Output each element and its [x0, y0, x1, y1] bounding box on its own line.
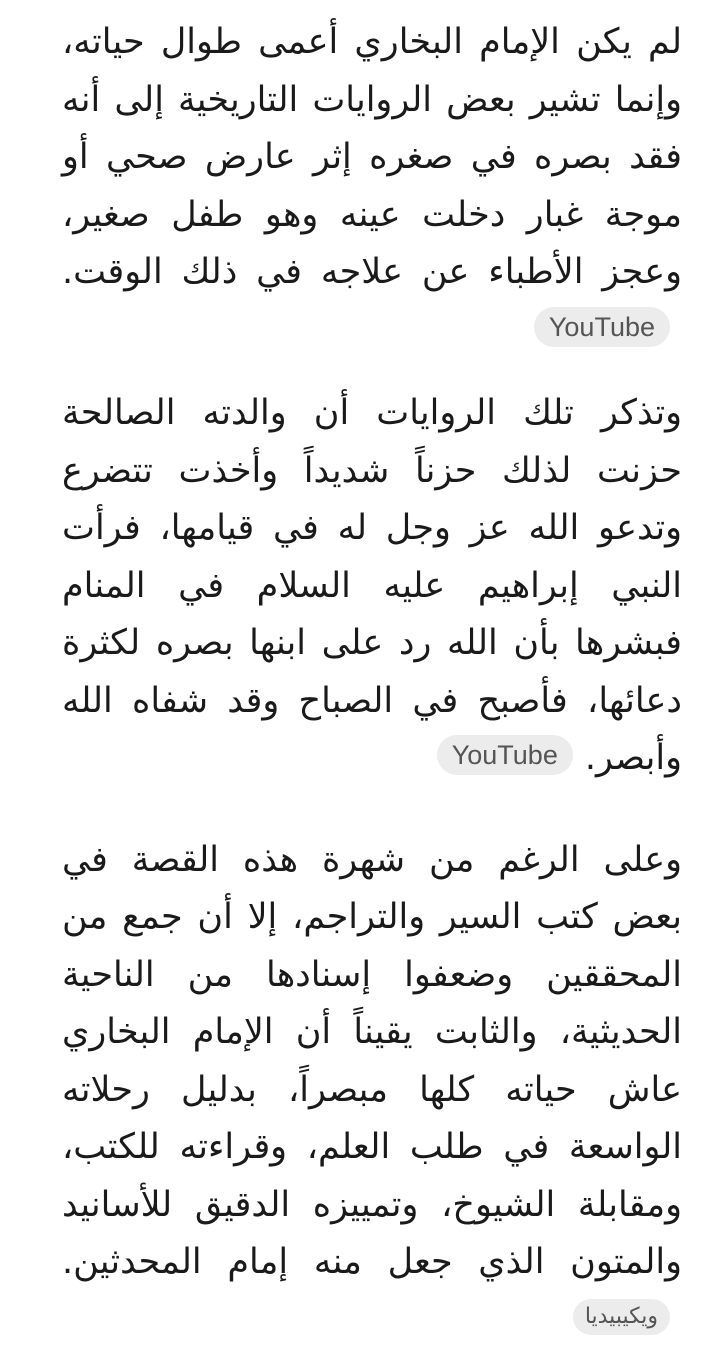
paragraph-text: لم يكن الإمام البخاري أعمى طوال حياته، وإنما تشير بعض الروايات التاريخية إلى أنه فقد بصره في صغره إثر عارض صحي أو موجة غبار دخلت عينه وهو طفل صغير، وعجز الأطباء عن علاجه في ذلك الوقت. [62, 22, 682, 292]
source-chip-wikipedia[interactable]: ويكيبيديا [573, 1299, 670, 1335]
paragraph-text: وعلى الرغم من شهرة هذه القصة في بعض كتب السير والتراجم، إلا أن جمع من المحققين وضعفوا إسنادها من الناحية الحديثية، والثابت يقيناً أن الإمام البخاري عاش حياته كلها مبصراً، بدليل رحلاته الواسعة في طلب العلم، وقراءته للكتب، ومقابلة الشيوخ، وتمييزه الدقيق للأسانيد والمتون الذي جعل منه إمام المحدثين. [62, 840, 682, 1283]
source-chip-youtube[interactable]: YouTube [437, 735, 573, 775]
paragraph-2 [62, 385, 682, 788]
paragraph-3 [62, 832, 682, 1349]
paragraph-1 [62, 14, 682, 359]
paragraph-text: وتذكر تلك الروايات أن والدته الصالحة حزنت لذلك حزناً شديداً وأخذت تتضرع وتدعو الله عز وجل له في قيامها، فرأت النبي إبراهيم عليه السلام في المنام فبشرها بأن الله رد على ابنها بصره لكثرة دعائها، فأصبح في الصباح وقد شفاه الله وأبصر. [62, 393, 682, 778]
source-chip-youtube[interactable]: YouTube [534, 307, 670, 347]
